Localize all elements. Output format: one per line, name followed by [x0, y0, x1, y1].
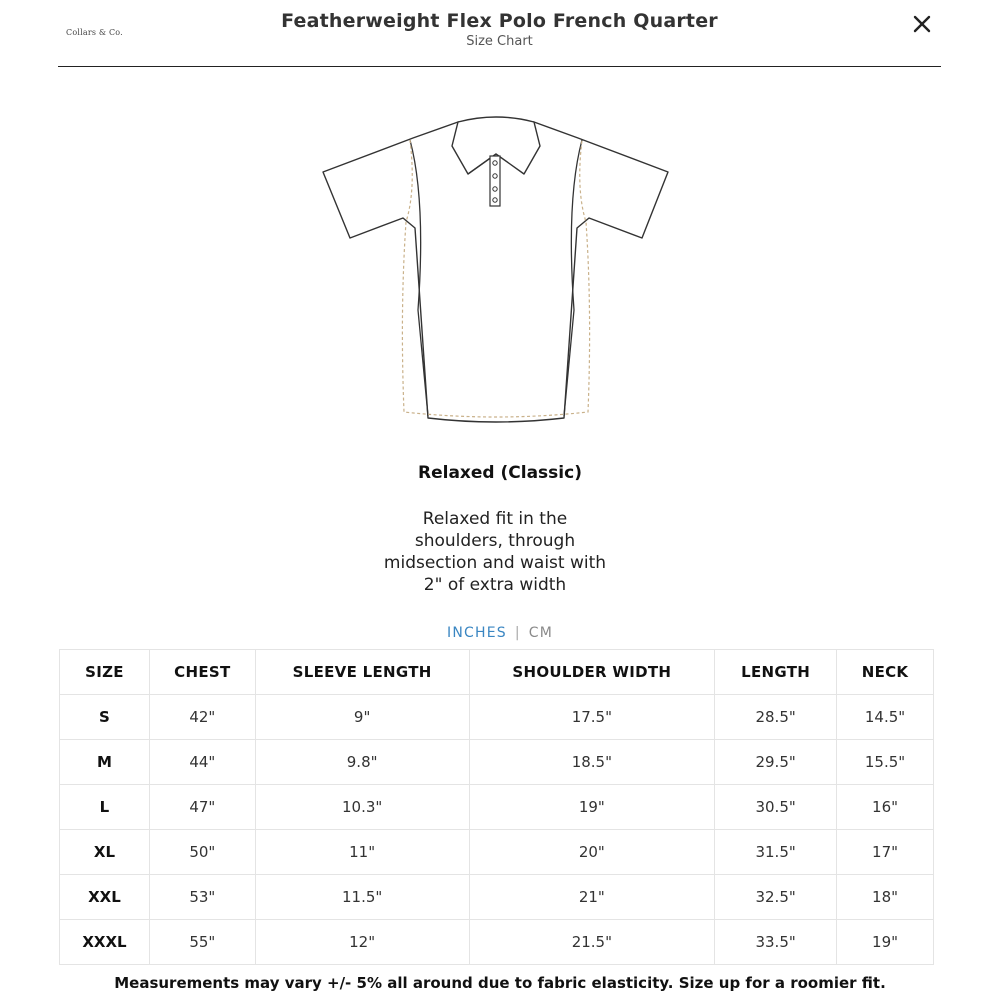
chest-cell: 47"	[149, 785, 255, 830]
neck-cell: 14.5"	[837, 695, 934, 740]
size-table	[59, 649, 934, 965]
table-row	[60, 830, 934, 875]
sleeve-cell: 10.3"	[255, 785, 469, 830]
neck-cell: 16"	[837, 785, 934, 830]
table-row	[60, 920, 934, 965]
table-row	[60, 695, 934, 740]
sleeve-cell: 9"	[255, 695, 469, 740]
close-icon	[911, 13, 933, 35]
size-cell: XXXL	[60, 920, 150, 965]
neck-cell: 17"	[837, 830, 934, 875]
neck-cell: 19"	[837, 920, 934, 965]
shoulder-cell: 19"	[469, 785, 715, 830]
shoulder-cell: 18.5"	[469, 740, 715, 785]
size-cell: XXL	[60, 875, 150, 920]
length-cell: 33.5"	[715, 920, 837, 965]
length-cell: 29.5"	[715, 740, 837, 785]
header-shoulder-width: SHOULDER WIDTH	[469, 650, 715, 695]
title-block	[58, 10, 941, 49]
header-sleeve-length: SLEEVE LENGTH	[255, 650, 469, 695]
fit-title: Relaxed (Classic)	[418, 463, 582, 483]
chest-cell: 42"	[149, 695, 255, 740]
length-cell: 28.5"	[715, 695, 837, 740]
size-cell: S	[60, 695, 150, 740]
size-cell: M	[60, 740, 150, 785]
neck-cell: 15.5"	[837, 740, 934, 785]
shoulder-cell: 21.5"	[469, 920, 715, 965]
neck-cell: 18"	[837, 875, 934, 920]
size-cell: L	[60, 785, 150, 830]
header-size: SIZE	[60, 650, 150, 695]
unit-inches-tab[interactable]: INCHES	[446, 625, 507, 641]
unit-separator: |	[514, 625, 521, 641]
shoulder-cell: 17.5"	[469, 695, 715, 740]
length-cell: 32.5"	[715, 875, 837, 920]
table-row	[60, 875, 934, 920]
header-chest: CHEST	[149, 650, 255, 695]
chest-cell: 44"	[149, 740, 255, 785]
size-cell: XL	[60, 830, 150, 875]
table-row	[60, 740, 934, 785]
shoulder-cell: 20"	[469, 830, 715, 875]
unit-cm-tab[interactable]: CM	[528, 625, 554, 641]
table-header-row	[60, 650, 934, 695]
table-row	[60, 785, 934, 830]
sleeve-cell: 11"	[255, 830, 469, 875]
unit-toggle	[0, 625, 1000, 641]
header-neck: NECK	[837, 650, 934, 695]
chest-cell: 50"	[149, 830, 255, 875]
polo-shirt-illustration	[318, 110, 674, 430]
close-button[interactable]	[911, 13, 933, 35]
shoulder-cell: 21"	[469, 875, 715, 920]
brand-logo: Collars & Co.	[66, 28, 123, 37]
modal-header	[58, 0, 941, 67]
fit-description: Relaxed fit in the shoulders, through midsection and waist with 2" of extra width	[383, 509, 607, 595]
chest-cell: 55"	[149, 920, 255, 965]
header-length: LENGTH	[715, 650, 837, 695]
sleeve-cell: 11.5"	[255, 875, 469, 920]
chest-cell: 53"	[149, 875, 255, 920]
sleeve-cell: 12"	[255, 920, 469, 965]
length-cell: 31.5"	[715, 830, 837, 875]
sleeve-cell: 9.8"	[255, 740, 469, 785]
length-cell: 30.5"	[715, 785, 837, 830]
measurement-note: Measurements may vary +/- 5% all around due to fabric elasticity. Size up for a roomier fit.	[114, 974, 886, 992]
modal-subtitle: Size Chart	[466, 34, 533, 49]
product-title: Featherweight Flex Polo French Quarter	[281, 10, 718, 32]
